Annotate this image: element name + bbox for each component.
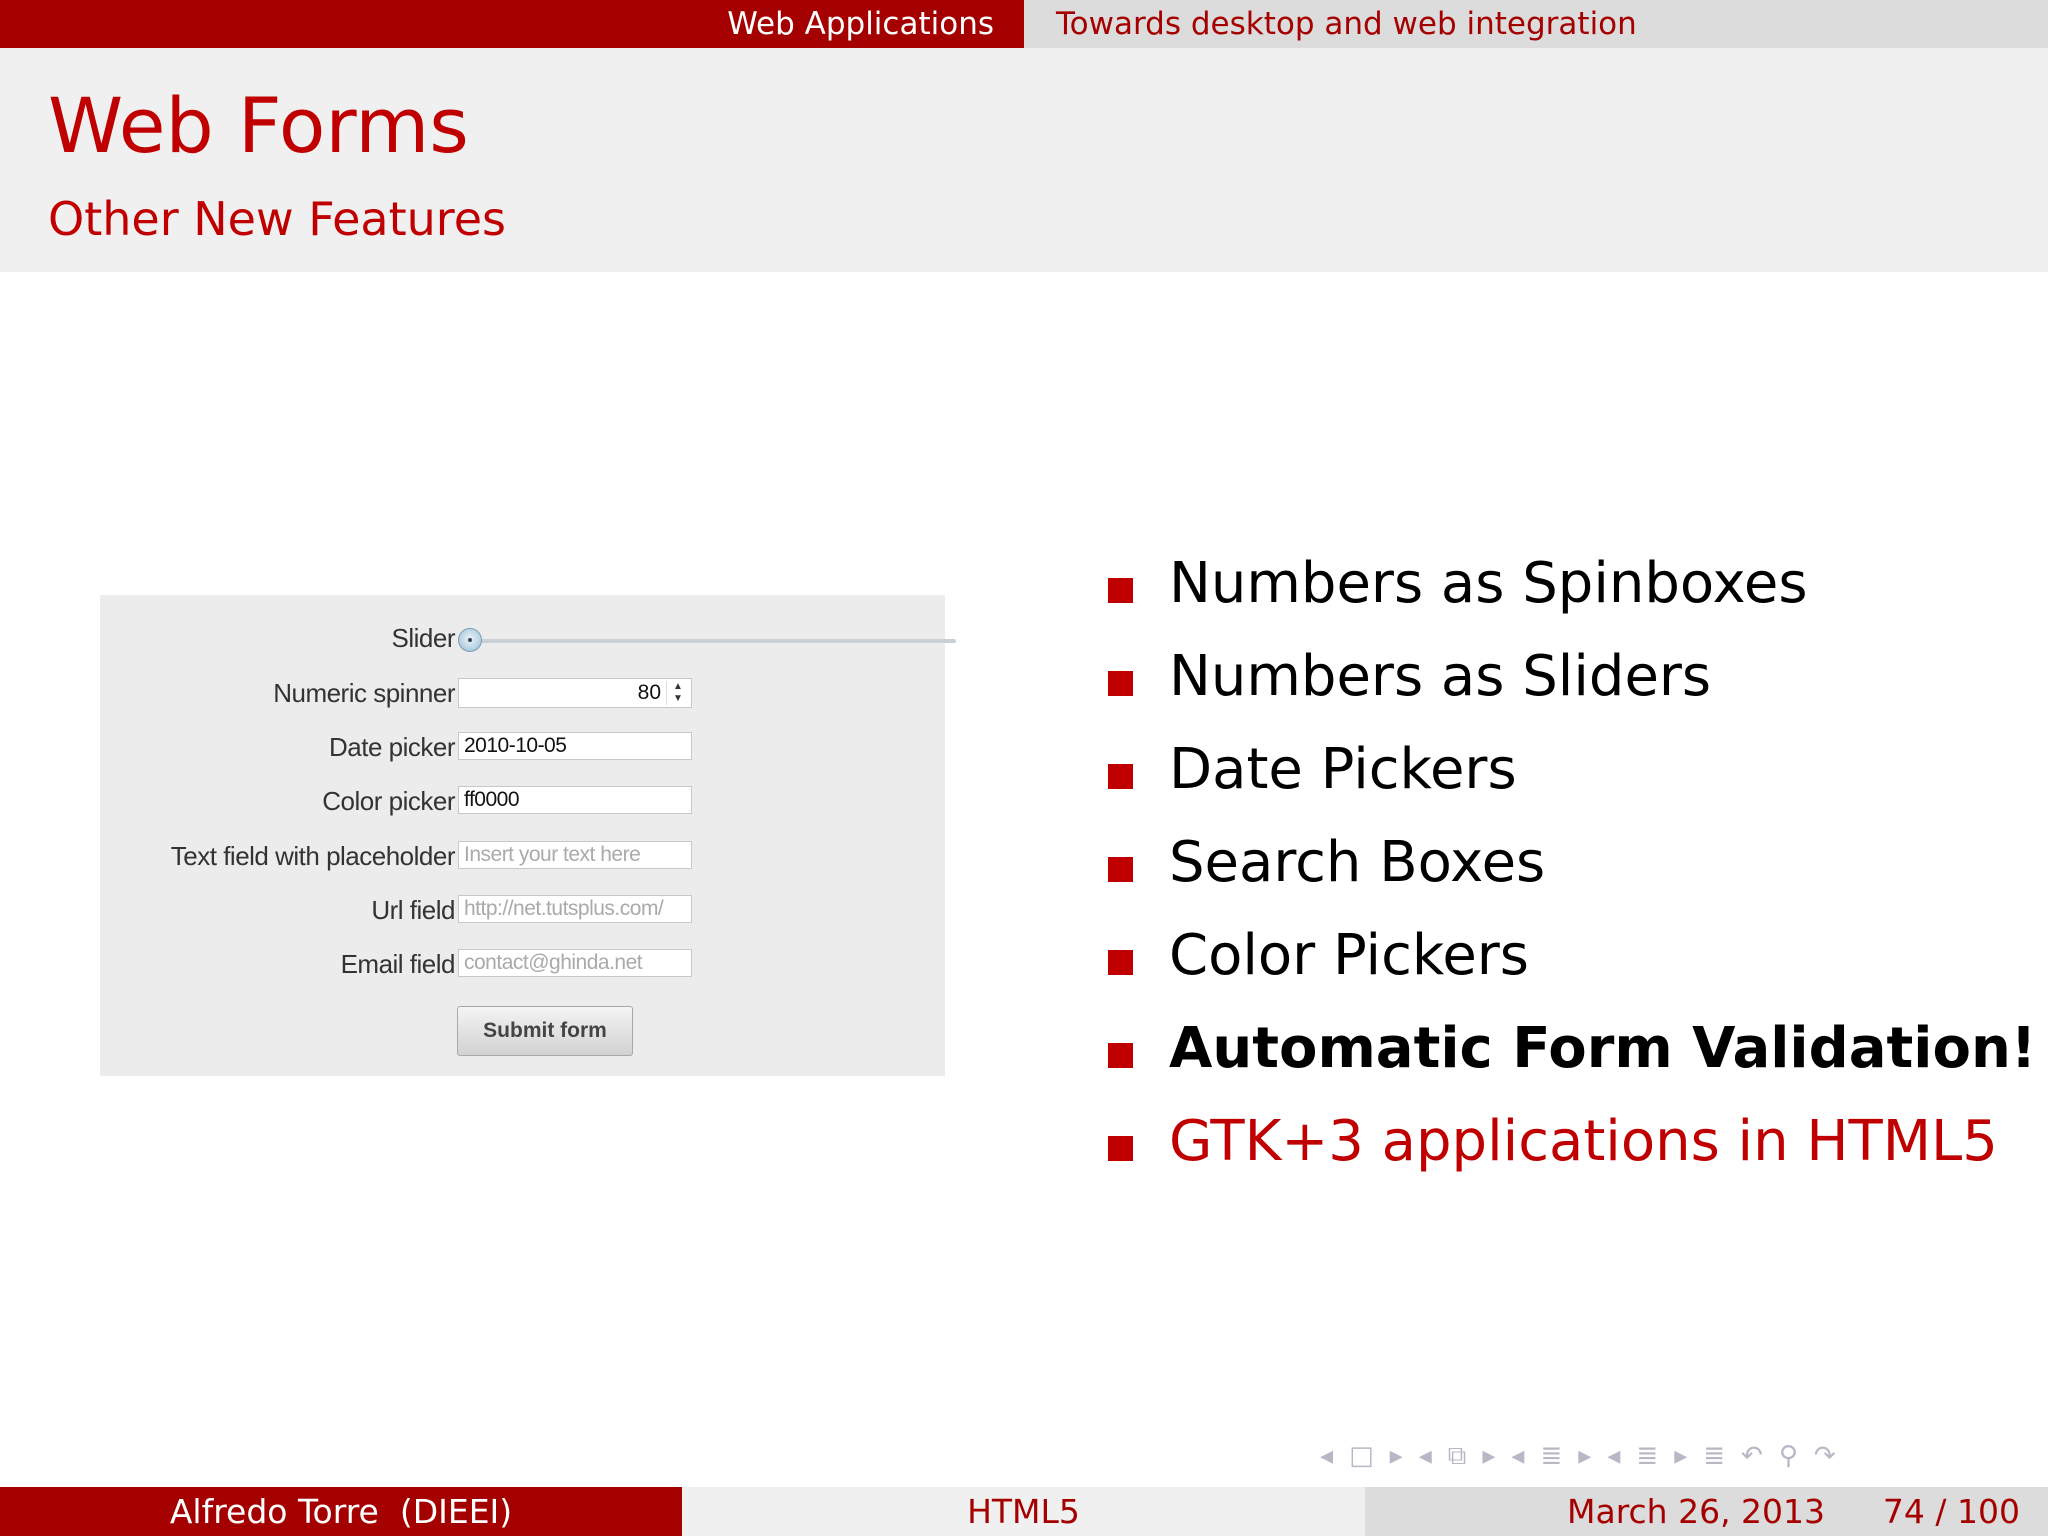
list-item — [1108, 734, 2036, 827]
top-navigation-bar — [0, 0, 2048, 48]
color-picker-input[interactable]: ff0000 — [458, 786, 692, 814]
list-item — [1108, 548, 2036, 641]
bullet-text: Numbers as Spinboxes — [1169, 551, 1808, 616]
url-input[interactable]: http://net.tutsplus.com/ — [458, 895, 692, 923]
spinner-row — [100, 675, 945, 711]
bullet-text-red: GTK+3 applications in HTML5 — [1169, 1109, 1998, 1174]
bullet-text-bold: Automatic Form Validation! — [1169, 1016, 2037, 1081]
nav-section-icon[interactable]: ≣ — [1540, 1441, 1563, 1471]
placeholder-text-input[interactable]: Insert your text here — [458, 841, 692, 869]
footer-bar — [0, 1487, 2048, 1536]
page-number: 74 / 100 — [1882, 1492, 2020, 1531]
bullet-text: Date Pickers — [1169, 737, 1517, 802]
date-row — [100, 729, 945, 765]
nav-prev-doc-icon[interactable]: ◂ — [1607, 1441, 1621, 1471]
subsection-link[interactable] — [1024, 0, 2048, 48]
nav-subsection-icon[interactable]: ⧉ — [1447, 1440, 1467, 1471]
footer-date-page — [1365, 1487, 2048, 1536]
bullet-square-icon — [1108, 1043, 1133, 1068]
slider-label: Slider — [391, 623, 455, 653]
spinner-value: 80 — [637, 681, 661, 704]
section-label: Web Applications — [727, 6, 994, 42]
nav-toc-icon[interactable]: ≣ — [1703, 1441, 1726, 1471]
nav-prev-frame-icon[interactable]: ◂ — [1320, 1441, 1334, 1471]
footer-author — [0, 1487, 682, 1536]
nav-doc-icon[interactable]: ≣ — [1636, 1441, 1659, 1471]
bullet-text: Numbers as Sliders — [1169, 644, 1712, 709]
navigation-symbols — [1320, 1440, 2040, 1472]
nav-next-subsection-icon[interactable]: ▸ — [1482, 1441, 1496, 1471]
email-input[interactable]: contact@ghinda.net — [458, 949, 692, 977]
nav-prev-section-icon[interactable]: ◂ — [1511, 1441, 1525, 1471]
nav-search-icon[interactable]: ⚲ — [1778, 1441, 1798, 1471]
feature-list — [1108, 548, 2036, 1199]
numeric-spinner[interactable] — [458, 678, 692, 708]
placeholder-row — [100, 838, 945, 874]
bullet-square-icon — [1108, 764, 1133, 789]
list-item — [1108, 641, 2036, 734]
list-item — [1108, 1106, 2036, 1199]
url-row — [100, 892, 945, 928]
title-band — [0, 48, 2048, 272]
nav-next-section-icon[interactable]: ▸ — [1578, 1441, 1592, 1471]
bullet-text: Search Boxes — [1169, 830, 1546, 895]
spinner-arrows-icon[interactable]: ▲ ▼ — [666, 681, 689, 705]
web-form-screenshot — [100, 595, 945, 1076]
date-label: Date picker — [329, 732, 455, 762]
date-picker-input[interactable]: 2010-10-05 — [458, 732, 692, 760]
nav-frame-icon[interactable]: □ — [1349, 1441, 1374, 1471]
bullet-square-icon — [1108, 671, 1133, 696]
footer-title — [682, 1487, 1365, 1536]
short-title-text: HTML5 — [967, 1492, 1080, 1531]
email-label: Email field — [340, 949, 455, 979]
slide-subtitle: Other New Features — [48, 192, 506, 246]
bullet-square-icon — [1108, 1136, 1133, 1161]
nav-next-doc-icon[interactable]: ▸ — [1674, 1441, 1688, 1471]
bullet-square-icon — [1108, 857, 1133, 882]
slider-track[interactable] — [472, 639, 956, 643]
email-row — [100, 946, 945, 982]
slider-knob[interactable] — [458, 628, 482, 652]
submit-form-button[interactable]: Submit form — [457, 1006, 633, 1056]
placeholder-label: Text field with placeholder — [170, 841, 455, 871]
bullet-square-icon — [1108, 578, 1133, 603]
bullet-text: Color Pickers — [1169, 923, 1529, 988]
nav-next-frame-icon[interactable]: ▸ — [1389, 1441, 1403, 1471]
slider-row — [100, 620, 945, 656]
nav-forward-icon[interactable]: ↷ — [1813, 1441, 1836, 1471]
slide-title: Web Forms — [48, 81, 469, 170]
subsection-label: Towards desktop and web integration — [1056, 6, 1637, 42]
section-link[interactable] — [0, 0, 1024, 48]
list-item — [1108, 920, 2036, 1013]
url-label: Url field — [371, 895, 455, 925]
list-item — [1108, 1013, 2036, 1106]
nav-prev-subsection-icon[interactable]: ◂ — [1418, 1441, 1432, 1471]
bullet-square-icon — [1108, 950, 1133, 975]
color-row — [100, 783, 945, 819]
list-item — [1108, 827, 2036, 920]
spinner-label: Numeric spinner — [273, 678, 455, 708]
author-text: Alfredo Torre (DIEEI) — [169, 1492, 513, 1531]
date-text: March 26, 2013 — [1567, 1492, 1826, 1531]
color-label: Color picker — [322, 786, 455, 816]
nav-back-icon[interactable]: ↶ — [1741, 1441, 1763, 1471]
